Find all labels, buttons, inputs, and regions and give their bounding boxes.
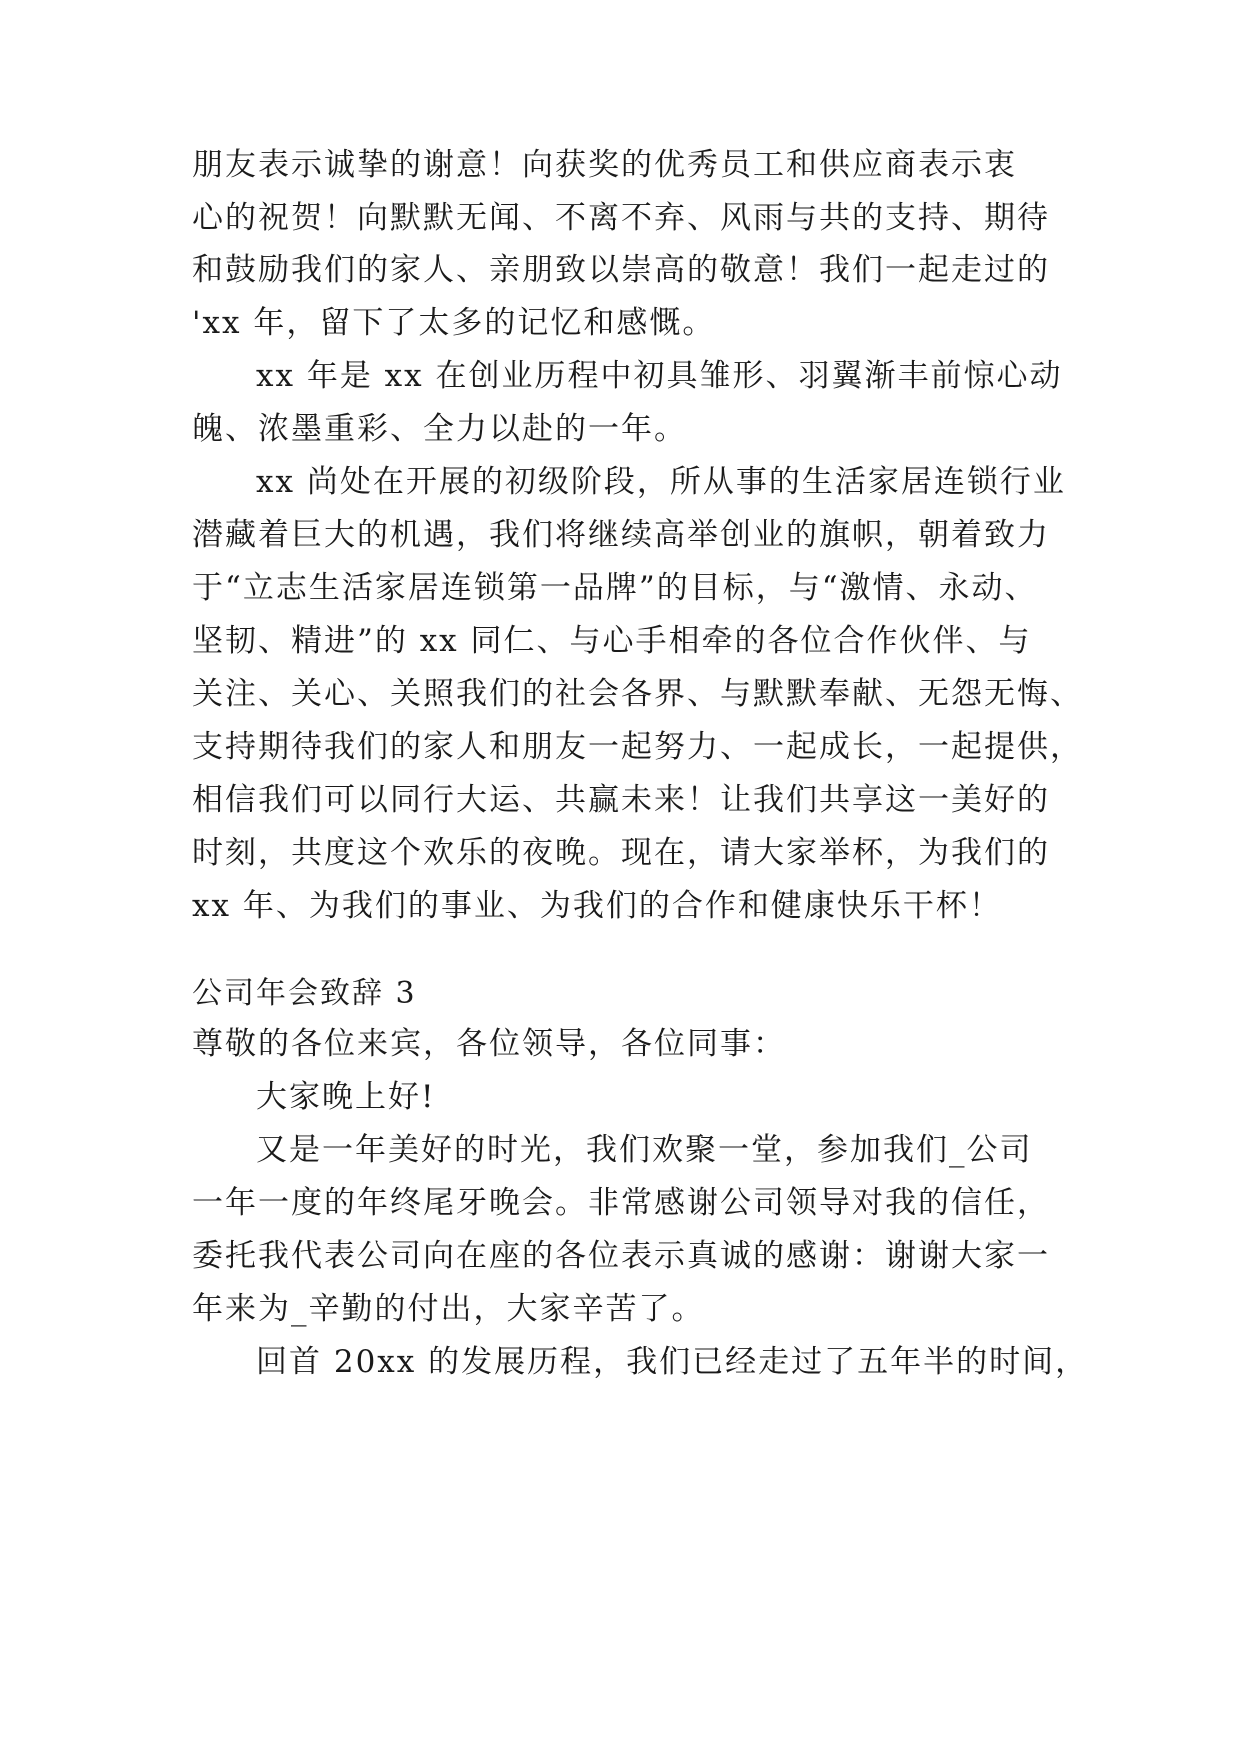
paragraph-line: 支持期待我们的家人和朋友一起努力、一起成长，一起提供，	[192, 729, 1083, 765]
paragraph-line: 和鼓励我们的家人、亲朋致以崇高的敬意！我们一起走过的	[192, 252, 1050, 288]
paragraph-line: xx 年、为我们的事业、为我们的合作和健康快乐干杯！	[192, 888, 1002, 924]
paragraph-line: 一年一度的年终尾牙晚会。非常感谢公司领导对我的信任，	[192, 1185, 1050, 1221]
paragraph-line: 回首 20xx 的发展历程，我们已经走过了五年半的时间，	[256, 1344, 1089, 1380]
paragraph-line: xx 尚处在开展的初级阶段，所从事的生活家居连锁行业	[256, 464, 1066, 500]
paragraph-line: 关注、关心、关照我们的社会各界、与默默奉献、无怨无悔、	[192, 676, 1083, 712]
paragraph-line: 又是一年美好的时光，我们欢聚一堂，参加我们_公司	[256, 1132, 1033, 1168]
paragraph-line: 委托我代表公司向在座的各位表示真诚的感谢：谢谢大家一	[192, 1238, 1050, 1274]
salutation: 尊敬的各位来宾，各位领导，各位同事：	[192, 1026, 786, 1062]
paragraph-line: 相信我们可以同行大运、共赢未来！让我们共享这一美好的	[192, 782, 1050, 818]
section-title: 公司年会致辞 3	[192, 976, 417, 1011]
paragraph-line: 时刻，共度这个欢乐的夜晚。现在，请大家举杯，为我们的	[192, 835, 1050, 871]
paragraph-line: 大家晚上好!	[256, 1079, 436, 1115]
paragraph-line: 于“立志生活家居连锁第一品牌”的目标，与“激情、永动、	[192, 570, 1038, 606]
paragraph-line: 潜藏着巨大的机遇，我们将继续高举创业的旗帜，朝着致力	[192, 517, 1050, 553]
paragraph-line: 朋友表示诚挚的谢意！向获奖的优秀员工和供应商表示衷	[192, 147, 1017, 183]
paragraph-line: 坚韧、精进”的 xx 同仁、与心手相牵的各位合作伙伴、与	[192, 623, 1032, 659]
paragraph-line: xx 年是 xx 在创业历程中初具雏形、羽翼渐丰前惊心动	[256, 358, 1063, 394]
paragraph-line: 年来为_辛勤的付出，大家辛苦了。	[192, 1291, 705, 1327]
paragraph-line: 心的祝贺！向默默无闻、不离不弃、风雨与共的支持、期待	[192, 200, 1050, 236]
paragraph-line: 魄、浓墨重彩、全力以赴的一年。	[192, 411, 687, 447]
paragraph-line: 'xx 年，留下了太多的记忆和感慨。	[192, 305, 716, 341]
